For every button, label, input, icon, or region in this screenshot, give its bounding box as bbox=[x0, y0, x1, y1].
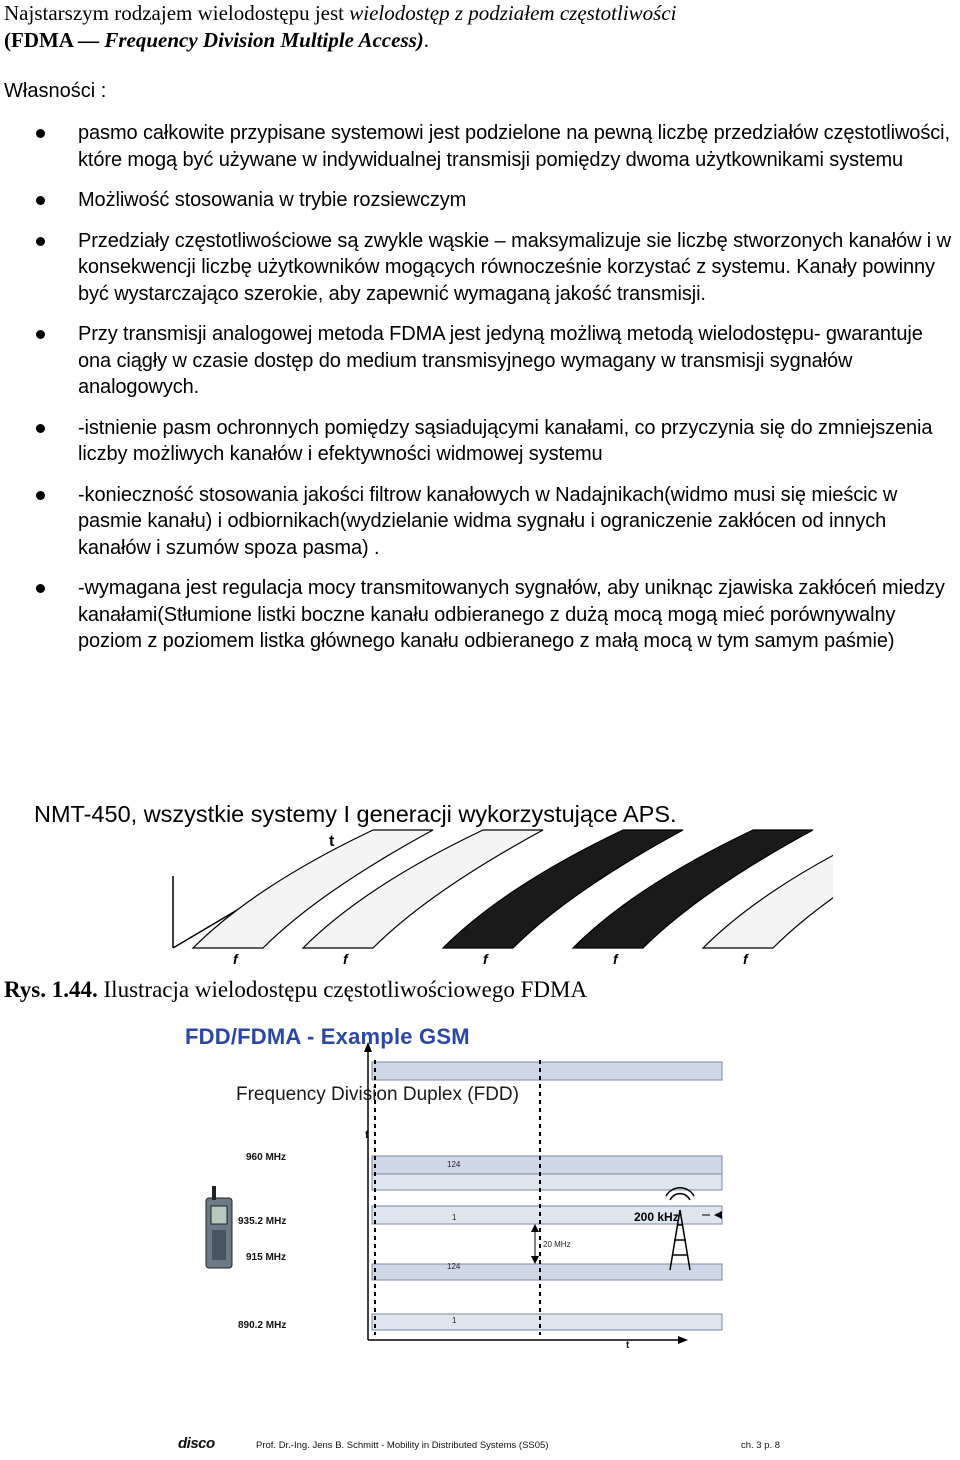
figure-title: Ilustracja wielodostępu częstotliwościowego FDMA bbox=[97, 977, 588, 1002]
spacing-label: 20 MHz bbox=[543, 1240, 571, 1249]
disco-logo: disco bbox=[178, 1435, 215, 1452]
intro-expansion: — Frequency Division Multiple Access) bbox=[78, 28, 424, 52]
axis-f-label: f bbox=[743, 951, 748, 967]
axis-t-label: t bbox=[329, 833, 335, 850]
channel-band-uplink-top bbox=[372, 1156, 722, 1190]
axis-f-label: f bbox=[233, 951, 238, 967]
base-station-icon bbox=[666, 1188, 694, 1270]
properties-heading: Własności : bbox=[4, 80, 107, 102]
slide-footer bbox=[178, 1435, 798, 1456]
fdma-illustration bbox=[133, 826, 833, 968]
list-item: -konieczność stosowania jakości filtrow kanałowych w Nadajnikach(widmo musi się mieścic w pasmie kanału) i odbiornikach(wydzielanie widma sygnału i ograniczenie zakłócen od innych kanałów i szumów spoza pasma) . bbox=[0, 482, 960, 562]
intro-paragraph bbox=[4, 0, 954, 54]
nmt-caption: NMT-450, wszystkie systemy I generacji wykorzystujące APS. bbox=[34, 801, 677, 827]
figure-caption bbox=[4, 976, 587, 1004]
figure-number: Rys. 1.44. bbox=[4, 977, 98, 1002]
axis-f-label: f bbox=[343, 951, 348, 967]
bullet-icon bbox=[36, 424, 45, 433]
bullet-icon bbox=[36, 491, 45, 500]
list-item: Przedziały częstotliwościowe są zwykle wąskie – maksymalizuje sie liczbę stworzonych kanałów i w konsekwencji liczbę użytkowników mogących równocześnie korzystać z systemu. Kanały powinny być wystarczająco szerokie, aby zapewnić wymaganą jakość transmisji. bbox=[0, 228, 960, 308]
list-item: Możliwość stosowania w trybie rozsiewczym bbox=[0, 187, 960, 214]
channel-width-label: 200 kHz bbox=[634, 1210, 679, 1224]
intro-period: . bbox=[423, 28, 430, 52]
bullet-icon bbox=[36, 584, 45, 593]
freq-label-890: 890.2 MHz bbox=[238, 1320, 287, 1331]
list-item: -wymagana jest regulacja mocy transmitowanych sygnałów, aby uniknąc zjawiska zakłóceń miedzy kanałami(Stłumione listki boczne kanału odbieranego z dużą mocą mogą mieć porównywalny poziom z poziomem listka głównego kanału odbieranego z małą mocą w tym samym paśmie) bbox=[0, 575, 960, 655]
channel-label-1-top: 1 bbox=[452, 1213, 457, 1222]
intro-italic-term: wielodostęp z podziałem częstotliwości bbox=[349, 1, 677, 25]
axis-t-label: t bbox=[626, 1340, 630, 1351]
channel-label-1-bottom: 1 bbox=[452, 1316, 457, 1325]
list-item: pasmo całkowite przypisane systemowi jest podzielone na pewną liczbę przedziałów częstotliwości, które mogą być używane w indywidualnej transmisji pomiędzy dwoma użytkownikami systemu bbox=[0, 120, 960, 173]
gsm-slide-subtitle: Frequency Division Duplex (FDD) bbox=[236, 1084, 519, 1105]
list-item: Przy transmisji analogowej metoda FDMA jest jedyną możliwą metodą wielodostępu- gwarantuje ona ciągły w czasie dostęp do medium transmisyjnego wymagany w transmisji sygnałów analogowych. bbox=[0, 321, 960, 401]
bullet-icon bbox=[36, 196, 45, 205]
axis-f-label: f bbox=[483, 951, 488, 967]
footer-page: ch. 3 p. 8 bbox=[741, 1440, 781, 1451]
gsm-fdd-diagram bbox=[150, 1010, 810, 1455]
axis-f-label: f bbox=[613, 951, 618, 967]
bullet-icon bbox=[36, 237, 45, 246]
properties-list bbox=[0, 120, 960, 655]
freq-label-935: 935.2 MHz bbox=[238, 1216, 287, 1227]
channel-band-uplink bbox=[372, 1264, 722, 1330]
channel-ridges bbox=[193, 830, 833, 967]
intro-text: Najstarszym rodzajem wielodostępu jest bbox=[4, 1, 350, 25]
freq-label-960: 960 MHz bbox=[246, 1152, 287, 1163]
freq-label-915: 915 MHz bbox=[246, 1252, 287, 1263]
mobile-phone-icon bbox=[206, 1186, 232, 1268]
bullet-icon bbox=[36, 129, 45, 138]
channel-label-124-top: 124 bbox=[447, 1160, 461, 1169]
intro-acronym: (FDMA bbox=[4, 28, 79, 52]
footer-author: Prof. Dr.-Ing. Jens B. Schmitt - Mobility in Distributed Systems (SS05) bbox=[256, 1440, 549, 1451]
channel-label-124-bottom: 124 bbox=[447, 1262, 461, 1271]
list-item: -istnienie pasm ochronnych pomiędzy sąsiadującymi kanałami, co przyczynia się do zmniejszenia liczby możliwych kanałów i efektywności widmowej systemu bbox=[0, 415, 960, 468]
axis-f-label: f bbox=[365, 1130, 369, 1141]
gsm-slide-title: FDD/FDMA - Example GSM bbox=[185, 1024, 470, 1049]
bullet-icon bbox=[36, 330, 45, 339]
